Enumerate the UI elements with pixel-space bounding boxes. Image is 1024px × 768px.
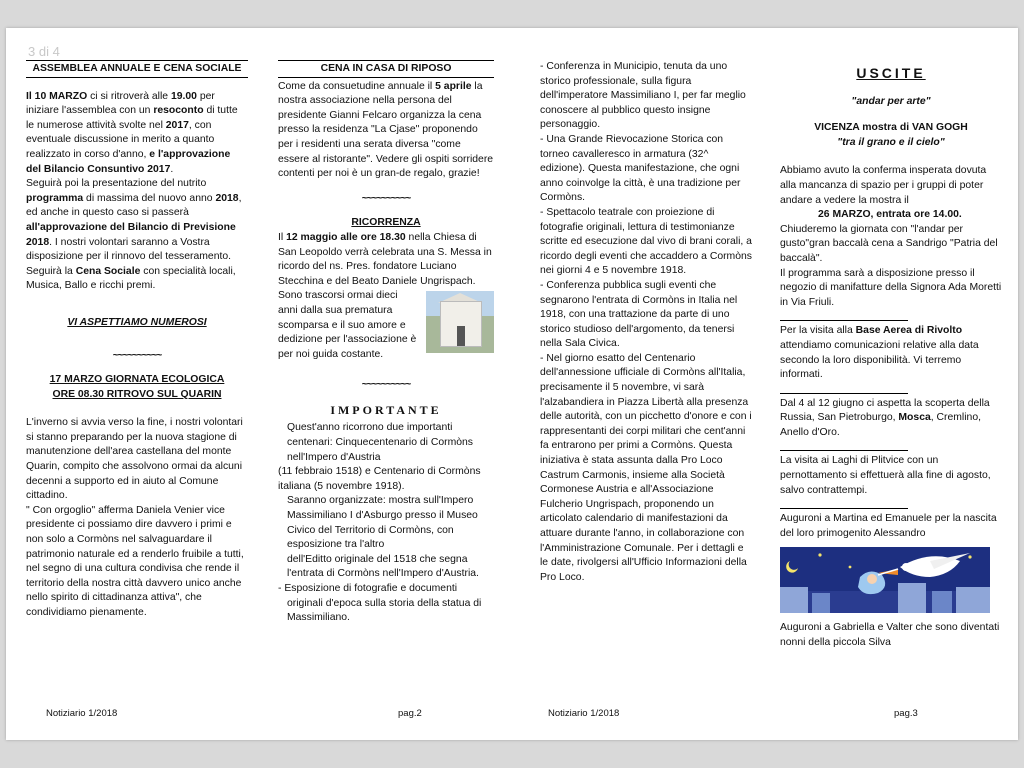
bold-text: 19.00 — [170, 90, 197, 102]
text-run: Il — [278, 231, 287, 243]
giornata-paragraph-1: L'inverno si avvia verso la fine, i nostri volontari si stanno preparando per la nuova stagione di manutenzione dell'area castellana del monte Quarin, compito che assolvono ormai da alcuni decenni a supporto ed in aiuto al Comune cittadino. — [26, 417, 243, 502]
ricorrenza-title: RICORRENZA — [351, 217, 421, 229]
bold-text: 5 aprile — [435, 80, 472, 92]
programma-paragraph: Il programma sarà a disposizione presso il negozio di manifatture della Signora Ada Moretti in Via Friuli. — [780, 267, 1002, 308]
bold-text: resoconto — [153, 105, 204, 117]
stork-icon — [780, 547, 990, 613]
text-run: di massima del nuovo anno — [83, 192, 216, 204]
mostra-date: 26 MARZO, entrata ore 14.00. — [818, 209, 962, 221]
bold-text: 2017 — [165, 119, 189, 131]
program-item: - Nel giorno esatto del Centenario dell'annessione ufficiale di Cormòns all'Italia, precisamente il 5 novembre, vi sarà l'alzabandiera in Piazza Libertà alla presenza delle autorità, con un picchetto d'onore e con i rappresentanti dei corpi militari che cent'anni fa entrarono per primi a Cormòns. Questa iniziativa è stata assunta dalla Pro Loco Castrum Carmonis, insieme alla Società Cormonese Austria e all'Associazione Fulcherio Ungrispach, proponendo un articolato calendario di manifestazioni da attuare durante l'anno, in collaborazione con l'Amministrazione Comunale. Per i dettagli e le date, rivolgersi all'Ufficio Informazioni della Pro Loco. — [540, 352, 752, 583]
ricorrenza-paragraph-1 — [278, 231, 494, 289]
aspettiamo-text: VI ASPETTIAMO NUMEROSI — [67, 316, 207, 328]
text-run: la nostra associazione nella persona del presidente Gianni Felcaro organizza la cena presso la residenza "La Cjase" proponendo per i residenti una serata diversa "come essere al ristorante". Vedere gli ospiti sorridere contenti per noi è un gran-de regalo, grazie! — [278, 80, 494, 180]
text-run: Come da consuetudine annuale il — [278, 80, 436, 92]
separator: ~~~~~~~~~~ — [361, 192, 411, 204]
footer-page-3: pag.3 — [894, 708, 918, 719]
divider — [780, 508, 908, 509]
importante-paragraph-5: - Esposizione di fotografie e documenti originali d'epoca sulla storia della statua di Massimiliano. — [278, 583, 482, 624]
divider — [780, 450, 908, 451]
uscite-title: USCITE — [856, 65, 926, 81]
program-item: - Una Grande Rievocazione Storica con torneo cavalleresco in armatura (32^ edizione). Questa manifestazione, che ogni anno coinvolge la città, è una tradizione per Cormòns. — [540, 133, 741, 204]
church-photo — [426, 291, 494, 353]
importante-paragraph-2: (11 febbraio 1518) e Centenario di Cormòns italiana (5 novembre 1918). — [278, 466, 481, 492]
giornata-paragraph-2: " Con orgoglio" afferma Daniela Venier vice presidente ci possiamo dire davvero i primi e non solo a Cormòns nel salvaguardare il patrimonio naturale ed a renderlo fruibile a tutti, nel segno di una cultura condivisa che rende il territorio della nostra città davvero unico anche nello spirito di cittadinanza attiva", che condividiamo pienamente. — [26, 504, 244, 618]
separator: ~~~~~~~~~~ — [112, 349, 162, 361]
column-3 — [540, 60, 754, 585]
bold-text: 2018 — [215, 192, 239, 204]
text-run: per iniziare l'assemblea con un — [26, 90, 215, 117]
program-item: - Spettacolo teatrale con proiezione di fotografie originali, lettura di testimonianze scritte ed esecuzione dal vivo di brani corali, a ricordo degli eventi che accaddero a Cormòns nei giorni 4 e 5 novembre 1918. — [540, 206, 752, 277]
plitvice-paragraph: La visita ai Laghi di Plitvice con un pernottamento si effettuerà alla fine di agosto, salvo contrattempi. — [780, 455, 991, 496]
assemblea-paragraph-1 — [26, 90, 248, 178]
column-1 — [26, 60, 248, 621]
text-run: Per la visita alla — [780, 325, 856, 337]
column-4 — [780, 60, 1002, 651]
divider — [780, 393, 908, 394]
text-run: . I nostri volontari saranno a Vostra disposizione per il rinnovo del tesseramento. Seguirà la — [26, 236, 232, 277]
text-run: nella Chiesa di San Leopoldo verrà celebrata una S. Messa in ricordo del ns. Pres. fondatore Luciano Stecchina e del Beato Daniele Ungrispach. — [278, 231, 492, 287]
bold-text: e l'approvazione del Bilancio Consuntivo 2017 — [26, 148, 231, 175]
mostra-paragraph: Abbiamo avuto la conferma insperata dovuta alla mancanza di spazio per i gruppi di poter andare a vedere la mostra il — [780, 165, 987, 206]
divider — [780, 320, 908, 321]
text-run: ci si ritroverà alle — [87, 90, 171, 102]
base-aerea-paragraph — [780, 324, 1002, 382]
program-item: - Conferenza pubblica sugli eventi che segnarono l'entrata di Cormòns in Italia nel 1918, con una trattazione da parte di uno storico studioso dell'argomento, da tenersi nella Sala Civica. — [540, 279, 738, 350]
footer-left-1: Notiziario 1/2018 — [46, 708, 118, 719]
page-ghost-label: 3 di 4 — [28, 44, 60, 59]
bold-text: programma — [26, 192, 84, 204]
stork-illustration — [780, 547, 990, 613]
giornata-title-1: 17 MARZO GIORNATA ECOLOGICA — [49, 374, 225, 386]
text-run: . — [170, 163, 174, 175]
mostra-title: VICENZA mostra di VAN GOGH — [814, 122, 968, 134]
bold-text: Base Aerea di Rivolto — [855, 325, 963, 337]
text-run: di tutte le numerose attività svolte nel — [26, 105, 238, 131]
russia-paragraph — [780, 397, 1002, 441]
text-run: attendiamo comunicazioni relative alla data secondo la loro disponibilità. Vi terremo informati. — [780, 339, 979, 381]
mostra-subtitle: "tra il grano e il cielo" — [837, 136, 945, 148]
assemblea-paragraph-2 — [26, 177, 248, 294]
cena-baccala-paragraph: Chiuderemo la giornata con "l'andar per gusto"gran baccalà cena a Sandrigo "Patria del baccalà". — [780, 223, 998, 264]
bold-text: Cena Sociale — [75, 265, 141, 277]
ricorrenza-paragraph-2: Sono trascorsi ormai dieci anni dalla sua prematura scomparsa e il suo amore e dedizione per l'associazione è per noi guida costante. — [278, 290, 417, 360]
text-run: con specialità locali, Musica, Ballo e ricchi premi. — [26, 265, 236, 292]
newsletter-page — [6, 28, 1018, 740]
assemblea-title: ASSEMBLEA ANNUALE E CENA SOCIALE — [26, 60, 248, 78]
importante-title: IMPORTANTE — [330, 402, 442, 417]
text-run: , Cremlino, Anello d'Oro. — [780, 412, 981, 438]
text-run: Seguirà poi la presentazione del nutrito — [26, 178, 207, 190]
importante-paragraph-3: Saranno organizzate: mostra sull'Impero Massimiliano I d'Asburgo presso il Museo Civico del Territorio di Cormòns, con esposizione tra l'altro — [287, 495, 478, 551]
text-run: , con eventuale discussione in merito a quanto realizzato in corso d'anno, — [26, 119, 215, 160]
bold-text: Mosca — [898, 412, 931, 424]
footer-page-2: pag.2 — [398, 708, 422, 719]
bold-text: Il 10 MARZO — [26, 90, 88, 102]
auguri-gabriella-paragraph: Auguroni a Gabriella e Valter che sono diventati nonni della piccola Silva — [780, 622, 1000, 649]
uscite-subtitle: "andar per arte" — [851, 95, 931, 107]
importante-paragraph-4: dell'Editto originale del 1518 che segna l'entrata di Cormòns nell'Impero d'Austria. — [287, 553, 479, 580]
bold-text: all'approvazione del Bilancio di Previsione 2018 — [26, 221, 236, 248]
footer-left-3: Notiziario 1/2018 — [548, 708, 620, 719]
importante-paragraph-1: Quest'anno ricorrono due importanti centenari: Cinquecentenario di Cormòns nell'Impero d'Austria — [287, 422, 473, 463]
separator: ~~~~~~~~~~ — [361, 379, 411, 391]
column-2 — [278, 60, 494, 626]
bold-text: 12 maggio alle ore 18.30 — [286, 231, 406, 243]
text-run: , ed anche in questo caso si passerà — [26, 192, 242, 219]
text-run: Dal 4 al 12 giugno ci aspetta la scoperta della Russia, San Pietroburgo, — [780, 397, 990, 424]
program-item: - Conferenza in Municipio, tenuta da uno storico professionale, sulla figura dell'imperatore Massimiliano I, per far meglio conoscere al pubblico questo insigne personaggio. — [540, 61, 746, 131]
cena-paragraph — [278, 80, 494, 182]
cena-title: CENA IN CASA DI RIPOSO — [278, 60, 494, 78]
giornata-title-2: ORE 08.30 RITROVO SUL QUARIN — [52, 388, 222, 400]
auguri-martina-paragraph: Auguroni a Martina ed Emanuele per la nascita del loro primogenito Alessandro — [780, 513, 997, 539]
